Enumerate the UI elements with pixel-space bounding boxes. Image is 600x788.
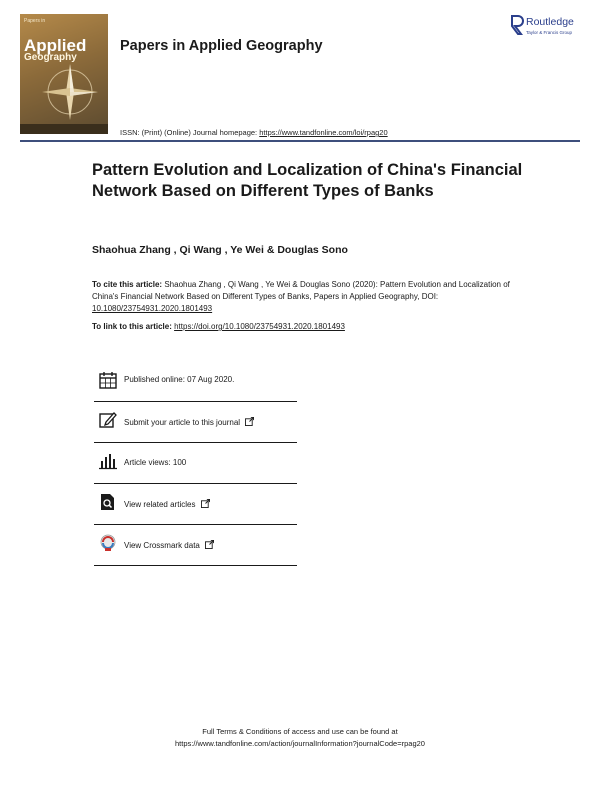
related-articles-row[interactable]	[94, 484, 297, 525]
article-authors: Shaohua Zhang , Qi Wang , Ye Wei & Douglas Sono	[92, 244, 348, 256]
submit-article-row[interactable]	[94, 402, 297, 443]
crossmark-row[interactable]	[94, 525, 297, 566]
related-articles-text: View related articles	[124, 500, 196, 509]
article-views-row	[94, 443, 297, 484]
external-link-icon	[205, 540, 214, 549]
external-link-icon	[245, 417, 254, 426]
edit-pencil-icon	[99, 411, 117, 429]
published-online-text: Published online: 07 Aug 2020.	[124, 375, 235, 384]
crossmark-link[interactable]	[124, 540, 214, 550]
journal-homepage-link[interactable]: https://www.tandfonline.com/loi/rpag20	[259, 128, 388, 137]
cover-title-geography: Geography	[24, 52, 77, 63]
doi-link[interactable]: 10.1080/23754931.2020.1801493	[92, 304, 213, 313]
cite-label: To cite this article:	[92, 280, 163, 289]
issn-label: ISSN: (Print) (Online) Journal homepage:	[120, 128, 258, 137]
crossmark-icon	[99, 534, 117, 552]
publisher-tagline: Taylor & Francis Group	[526, 30, 573, 35]
crossmark-text: View Crossmark data	[124, 541, 200, 550]
footer-terms-text: Full Terms & Conditions of access and use can be found at	[202, 727, 398, 736]
calendar-icon	[99, 371, 117, 389]
document-search-icon	[99, 493, 117, 511]
bar-chart-icon	[99, 452, 117, 470]
publisher-logo	[510, 14, 590, 42]
cover-title-applied: Applied	[24, 36, 87, 55]
published-online-row	[94, 361, 297, 402]
article-link-line	[92, 322, 345, 331]
header-divider	[20, 140, 580, 142]
submit-article-text: Submit your article to this journal	[124, 418, 241, 427]
footer	[0, 726, 600, 750]
article-doi-url-link[interactable]: https://doi.org/10.1080/23754931.2020.1801493	[174, 322, 345, 331]
external-link-icon	[201, 499, 210, 508]
issn-line	[120, 128, 388, 137]
routledge-r-icon	[510, 15, 524, 35]
footer-terms-link[interactable]: https://www.tandfonline.com/action/journalInformation?journalCode=rpag20	[175, 739, 425, 748]
cite-text: Shaohua Zhang , Qi Wang , Ye Wei & Douglas Sono (2020): Pattern Evolution and Localization of China's Financial Network Based on Different Types of Banks, Papers in Applied Geography, DOI:	[92, 280, 510, 301]
compass-rose-icon	[38, 60, 102, 124]
citation-block	[92, 279, 522, 315]
publisher-name: Routledge	[526, 16, 574, 28]
link-label: To link to this article:	[92, 322, 172, 331]
article-views-text: Article views: 100	[124, 458, 187, 467]
journal-cover-image	[20, 14, 108, 134]
submit-article-link[interactable]	[124, 417, 254, 427]
related-articles-link[interactable]	[124, 499, 210, 509]
cover-footer-band	[20, 124, 108, 134]
article-title: Pattern Evolution and Localization of China's Financial Network Based on Different Types of Banks	[92, 161, 523, 200]
journal-name: Papers in Applied Geography	[120, 38, 323, 54]
cover-top-text: Papers in	[24, 18, 46, 24]
